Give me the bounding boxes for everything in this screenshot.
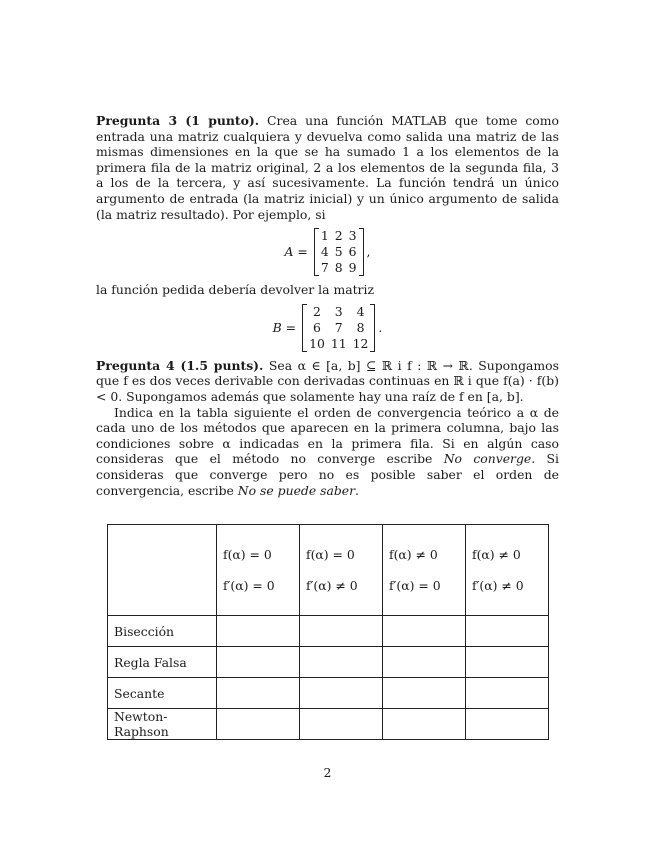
matrix-entry: 3	[348, 228, 357, 244]
matrix-a-trail: ,	[366, 244, 371, 260]
table-header-row	[108, 525, 549, 616]
no-se-puede-saber-term: No se puede saber	[237, 482, 356, 498]
matrix-entry: 8	[356, 319, 365, 335]
matrix-entry: 9	[348, 260, 357, 276]
table-row	[108, 678, 549, 709]
matrix-b	[302, 304, 375, 352]
answer-cell[interactable]	[300, 616, 383, 647]
condition-fprime: f′(α) = 0	[223, 578, 275, 593]
question-4-intro	[96, 358, 559, 405]
answer-cell[interactable]	[217, 647, 300, 678]
method-name: Secante	[108, 678, 217, 709]
method-name: Newton-Raphson	[108, 709, 217, 740]
question-3-heading: Pregunta 3 (1 punto).	[96, 113, 260, 128]
answer-cell[interactable]	[383, 647, 466, 678]
matrix-entry: 5	[334, 244, 343, 260]
question-4-instructions	[96, 405, 559, 499]
answer-cell[interactable]	[383, 709, 466, 740]
matrix-b-label: B =	[272, 319, 297, 335]
matrix-entry: 4	[320, 244, 329, 260]
matrix-b-equation	[96, 304, 559, 352]
answer-cell[interactable]	[383, 678, 466, 709]
matrix-entry: 6	[313, 319, 321, 335]
answer-cell[interactable]	[300, 678, 383, 709]
no-converge-term: No converge	[443, 451, 532, 467]
condition-f: f(α) ≠ 0	[472, 547, 521, 562]
table-row	[108, 647, 549, 678]
convergence-table	[107, 524, 549, 740]
question-4-heading: Pregunta 4 (1.5 punts).	[96, 357, 264, 373]
answer-cell[interactable]	[217, 616, 300, 647]
matrix-b-trail: .	[378, 319, 383, 335]
condition-fprime: f′(α) ≠ 0	[472, 578, 524, 593]
condition-fprime: f′(α) = 0	[389, 578, 441, 593]
method-name: Regla Falsa	[108, 647, 217, 678]
table-row	[108, 709, 549, 740]
answer-cell[interactable]	[466, 678, 549, 709]
answer-cell[interactable]	[466, 647, 549, 678]
answer-cell[interactable]	[383, 616, 466, 647]
question-3	[96, 113, 559, 222]
answer-cell[interactable]	[466, 709, 549, 740]
matrix-a-label: A =	[284, 244, 308, 260]
condition-f: f(α) = 0	[223, 547, 272, 562]
question-4-text1: Sea α ∈ [a, b] ⊆ ℝ i f : ℝ → ℝ. Supongamos que f es dos veces derivable con derivadas continuas en ℝ i que f(a) · f(b) < 0. Supongamos además que solamente hay una raíz de f en [a, b].	[96, 357, 559, 404]
matrix-entry: 2	[334, 228, 343, 244]
answer-cell[interactable]	[300, 709, 383, 740]
answer-cell[interactable]	[300, 647, 383, 678]
question-4-text2-c: .	[355, 482, 359, 498]
answer-cell[interactable]	[217, 678, 300, 709]
matrix-entry: 7	[320, 260, 329, 276]
condition-cell	[217, 525, 300, 616]
page-content	[96, 113, 559, 498]
matrix-entry: 4	[356, 303, 365, 319]
matrix-entry: 8	[334, 260, 343, 276]
question-3-text: Crea una función MATLAB que tome como entrada una matriz cualquiera y devuelva como salida una matriz de las mismas dimensiones en la que se ha sumado 1 a los elementos de la primera fila de la matriz original, 2 a los elementos de la segunda fila, 3 a los de la tercera, y así sucesivamente. La función tendrá un único argumento de entrada (la matriz inicial) y un único argumento de salida (la matriz resultado). Por ejemplo, si	[96, 113, 559, 222]
answer-cell[interactable]	[466, 616, 549, 647]
matrix-entry: 10	[309, 335, 325, 351]
condition-cell	[300, 525, 383, 616]
matrix-a	[314, 228, 364, 276]
matrix-a-equation	[96, 228, 559, 276]
question-4-text2-a: Indica en la tabla siguiente el orden de convergencia teórico a α de cada uno de los métodos que aparecen en la primera columna, bajo las condiciones sobre α indicadas en la primera fila. Si en algún caso consideras que el método no converge escribe	[96, 404, 559, 467]
matrix-entry: 6	[348, 244, 357, 260]
matrix-entry: 7	[334, 319, 343, 335]
matrix-entry: 1	[320, 228, 329, 244]
matrix-entry: 2	[313, 303, 321, 319]
question-3-middle-text: la función pedida debería devolver la matriz	[96, 282, 374, 298]
table-corner-cell	[108, 525, 217, 616]
condition-fprime: f′(α) ≠ 0	[306, 578, 358, 593]
page-number: 2	[323, 765, 332, 780]
condition-cell	[383, 525, 466, 616]
condition-f: f(α) = 0	[306, 547, 355, 562]
method-name: Bisección	[108, 616, 217, 647]
question-4-text2-b: . Si consideras que converge pero no es posible saber el orden de convergencia, escribe	[96, 451, 559, 498]
matrix-entry: 12	[352, 335, 369, 351]
answer-cell[interactable]	[217, 709, 300, 740]
matrix-entry: 3	[334, 303, 343, 319]
condition-f: f(α) ≠ 0	[389, 547, 438, 562]
condition-cell	[466, 525, 549, 616]
table-row	[108, 616, 549, 647]
matrix-entry: 11	[330, 335, 347, 351]
